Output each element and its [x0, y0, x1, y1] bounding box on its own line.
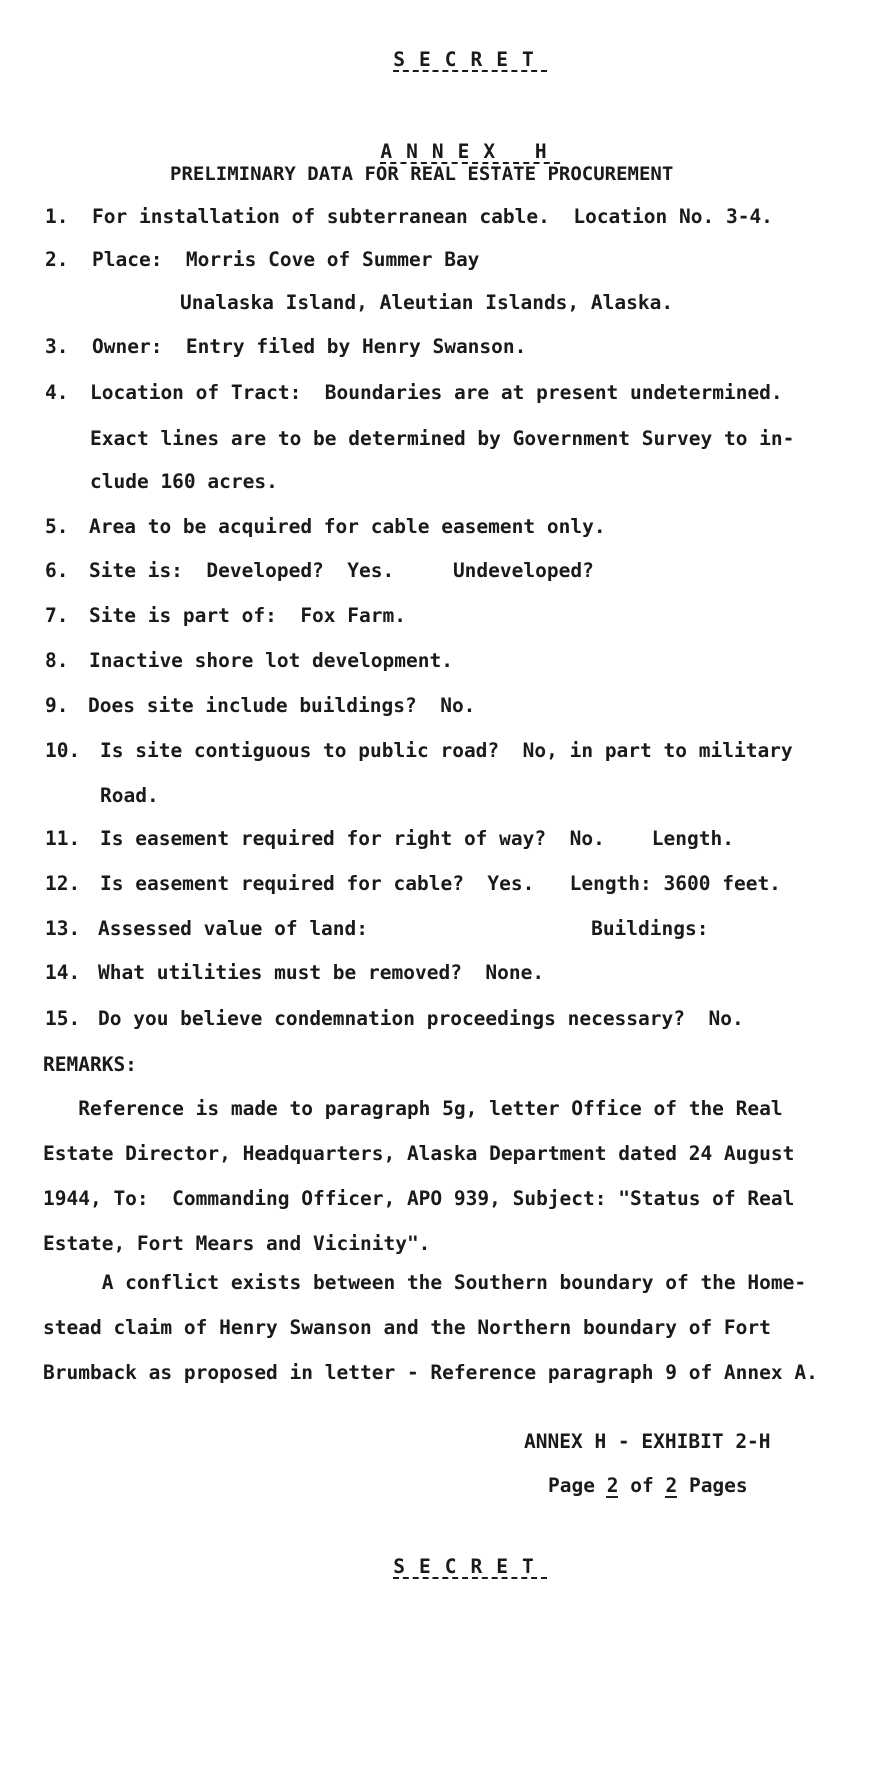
item-number: 9. — [45, 694, 69, 717]
remarks-line: Estate Director, Headquarters, Alaska Department dated 24 August — [43, 1142, 795, 1165]
remarks-line: Brumback as proposed in letter - Reference paragraph 9 of Annex A. — [43, 1361, 818, 1384]
item-text: Area to be acquired for cable easement only. — [89, 515, 606, 538]
item-continuation: Unalaska Island, Aleutian Islands, Alaska. — [180, 291, 674, 314]
item-continuation: Exact lines are to be determined by Government Survey to in- — [90, 427, 795, 450]
item-text: Is easement required for cable? Yes. Length: 3600 feet. — [100, 872, 781, 895]
item-continuation: clude 160 acres. — [90, 470, 278, 493]
item-continuation: Road. — [100, 784, 159, 807]
item-text: Is easement required for right of way? No. Length. — [100, 827, 734, 850]
item-text: Inactive shore lot development. — [89, 649, 453, 672]
item-number: 4. — [45, 381, 69, 404]
item-text: Location of Tract: Boundaries are at present undetermined. — [90, 381, 783, 404]
page-number: 2 — [606, 1474, 619, 1497]
item-text: Do you believe condemnation proceedings necessary? No. — [98, 1007, 744, 1030]
item-number: 7. — [45, 604, 69, 627]
item-number: 15. — [45, 1007, 81, 1030]
item-text: Does site include buildings? No. — [88, 694, 476, 717]
item-number: 10. — [45, 739, 81, 762]
remarks-line: stead claim of Henry Swanson and the Northern boundary of Fort — [43, 1316, 771, 1339]
item-number: 3. — [45, 335, 69, 358]
remarks-line: A conflict exists between the Southern boundary of the Home- — [43, 1271, 807, 1294]
item-number: 5. — [45, 515, 69, 538]
item-number: 11. — [45, 827, 81, 850]
document-subtitle: PRELIMINARY DATA FOR REAL ESTATE PROCUREMENT — [170, 163, 674, 185]
remarks-line: Reference is made to paragraph 5g, letter Office of the Real — [43, 1097, 783, 1120]
classification-header: SECRET — [393, 48, 548, 71]
remarks-label: REMARKS: — [43, 1053, 137, 1076]
annex-title: ANNEX H — [380, 140, 561, 163]
item-number: 2. — [45, 248, 69, 271]
item-number: 12. — [45, 872, 81, 895]
remarks-line: Estate, Fort Mears and Vicinity". — [43, 1232, 431, 1255]
item-number: 8. — [45, 649, 69, 672]
page-indicator: Page 2 of 2 Pages — [548, 1474, 748, 1497]
classification-footer: SECRET — [393, 1555, 548, 1578]
page-total: 2 — [665, 1474, 678, 1497]
item-text: Place: Morris Cove of Summer Bay — [92, 248, 480, 271]
item-number: 13. — [45, 917, 81, 940]
item-text: Is site contiguous to public road? No, in part to military — [100, 739, 793, 762]
item-text: What utilities must be removed? None. — [98, 961, 545, 984]
item-text: Assessed value of land: Buildings: — [98, 917, 709, 940]
item-number: 6. — [45, 559, 69, 582]
item-number: 1. — [45, 205, 69, 228]
exhibit-label: ANNEX H - EXHIBIT 2-H — [524, 1430, 771, 1453]
item-text: Site is: Developed? Yes. Undeveloped? — [89, 559, 594, 582]
remarks-line: 1944, To: Commanding Officer, APO 939, Subject: "Status of Real — [43, 1187, 795, 1210]
item-number: 14. — [45, 961, 81, 984]
item-text: Owner: Entry filed by Henry Swanson. — [92, 335, 527, 358]
item-text: For installation of subterranean cable. Location No. 3-4. — [92, 205, 773, 228]
item-text: Site is part of: Fox Farm. — [89, 604, 406, 627]
